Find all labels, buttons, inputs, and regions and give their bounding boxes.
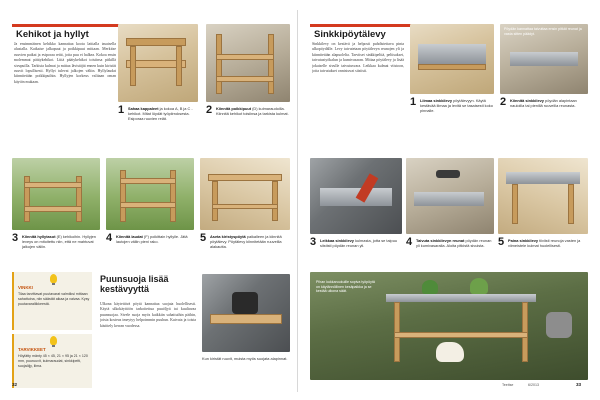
step-2-text: (D) kulmaraudoilla. Kiinnitä kehikot toisiinsa ja tarkista kulmat. [216,106,289,116]
right-page-title: Sinkkipöytälevy [310,24,420,42]
tip-box-tarvikkeet [12,334,92,388]
sub-article-title: Puunsuoja lisää kestävyyttä [100,274,169,294]
step-3-head: Kiinnitä hyllytasot [22,234,56,239]
zinc-step-5-number: 5 [498,236,505,248]
sanding-photo-caption: Kun kiristät ruuvit, muista myös suojata alapinnat. [202,356,288,361]
step-4-number: 4 [106,232,113,244]
zinc-step-2-number: 2 [500,96,507,108]
zinc-step-1-number: 1 [410,96,417,108]
tip-2-body: Höylätty mänty 45 × 45, 21 × 95 ja 21 × 120 mm, puuruuvit, kulmaraudat, sinkkipelti, suojaöljy, liima. [18,354,88,368]
zinc-step-5-photo [498,158,588,234]
step-2-head: Kiinnitä poikkipuut [216,106,252,111]
left-page [8,10,294,392]
zinc-step-2-photo [500,24,588,94]
lightbulb-icon [50,336,57,345]
step-3-text: (E) kehikoihin. Hyllyjen leveys on mitoitettu niin, että ne mahtuvat jalkojen väliin. [22,234,96,249]
step-1-text: ja kokoa A, B ja C -kehikot. Mitat löydät työpiirroksesta. Esiporaa ruuvien reiät. [128,106,193,121]
zinc-step-3-head: Leikkaa sinkkilevy [320,238,354,243]
zinc-step-4-head: Taivuta sinkkilevyn reunat [416,238,465,243]
lightbulb-icon [50,274,57,283]
footer-issue: 6/2013 [528,383,539,387]
spread-gutter [297,10,298,392]
zinc-step-3-caption [320,238,402,268]
step-4-caption [116,234,196,266]
tip-box-vinkki [12,272,92,330]
zinc-step-4-caption [416,238,496,268]
zinc-step-1-photo [410,24,494,94]
zinc-step-1-caption [420,98,496,132]
zinc-step-3-text: kulmasta, jotta se taipuu siististi pöydän reunan yli. [320,238,398,248]
step-5-photo [200,158,290,230]
step-1-head: Sahaa kappaleet [128,106,159,111]
step-1-photo [118,24,198,102]
zinc-step-1-text: pöytälevyyn. Käytä kestävää liimaa ja levitä se tasaisesti koko pinnalle. [420,98,493,113]
zinc-step-3-number: 3 [310,236,317,248]
zinc-step-5-head: Paina sinkkilevy [508,238,539,243]
zinc-step-1-head: Liimaa sinkkilevy [420,98,453,103]
garden-photo-caption: Pihan kukkaruukuille sopiva työpöytä on käytännöllinen kesäpaikka ja se kestää ulkona säät. [316,280,375,294]
zinc-step-3-photo [310,158,402,234]
zinc-step-4-text: pöydän reunan yli kumivasaralla. Aloita pitkistä sivuista. [416,238,492,248]
zinc-step-2-head: Kiinnitä sinkkilevy [510,98,544,103]
zinc-step-5-text: tiiviisti reunoja vasten ja viimeistele kulmat huolellisesti. [508,238,581,248]
zinc-step-2-text: pöydän alapintaan nauloilla tai pienillä ruuveilla reunasta. [510,98,577,108]
zinc-step-5-caption [508,238,590,268]
step-1-number: 1 [118,104,125,116]
right-page-number: 33 [576,382,582,387]
zinc-step-2-caption [510,98,590,132]
left-page-title: Kehikot ja hyllyt [12,24,132,42]
garden-table-photo [310,272,588,380]
sub-article-text: Ulkona käytettävä pöytä kannattaa suojata huolellisesti. Käytä ulkokäyttöön tarkoitettua puuöljyä tai kuultavaa puunsuojaa. Sivele suoja myös kaikkiin sahattuihin päihin, joista kosteus imeytyy helpoimmin puuhun. Kuivata ja toista käsittely kerran vuodessa. [100,302,196,328]
step-3-caption [22,234,100,266]
step-3-number: 3 [12,232,19,244]
zinc-photo-note: Pöydän kannattaa taivuttaa ensin pitkät reunat ja vasta sitten päädyt. [504,27,582,36]
step-5-number: 5 [200,232,207,244]
step-4-photo [106,158,194,230]
step-3-photo [12,158,100,230]
step-4-text: (F) poikittain hyllylle. Jätä lautojen väliin pieni rako. [116,234,188,244]
step-2-photo [206,24,290,102]
step-4-head: Kiinnitä laudat [116,234,143,239]
tip-2-heading: TARVIKKEET [18,347,46,352]
footer-brand: Teeitse [502,383,514,387]
right-page [306,10,592,392]
step-5-head: Aseta kiristyspöytä [210,234,246,239]
zinc-step-4-photo [406,158,494,234]
zinc-step-4-number: 4 [406,236,413,248]
step-2-caption [216,106,292,136]
step-1-caption [128,106,200,136]
tip-1-heading: VINKKI [18,285,33,290]
tip-1-body: Tilaa tarvittavat puutavarat valmiiksi mittaan sahattuina, niin säästät aikaa ja vaivaa. Kysy puutavaraliikkeestä. [18,292,90,306]
step-2-number: 2 [206,104,213,116]
step-5-text: paikalleen ja kiinnitä pöytälevy. Pöytälevy kiinnitetään ruuveilla alakautta. [210,234,282,249]
sanding-photo [202,274,290,352]
step-5-caption [210,234,292,268]
left-intro-text: Ja ensimmäinen kehikko kannattaa koota lattialla tasaisella alustalla. Katkaise jalkapuut ja poikkipuut mittaan. Merkitse ruuvien paikat ja esiporaa reiät, jotta puu ei halkea. Kokoa ensin molemmat päätykehikot. Liitä päätykehikot toisiinsa pitkillä sivupuilla. Tarkista kulmat ja mittaa lävistäjät ennen kuin kiristät ruuvit lopullisesti. Hyllyt tulevat jalkojen väliin. Hyllylaudat kiinnitetään poikkipuihin. Hyllyjen korkeus valitaan oman käytön mukaan. [14,42,116,84]
left-page-number: 32 [12,382,18,387]
right-intro-text: Sinkkilevy on kestävä ja helposti puhdistettava pinta ulkopöydälle. Levy taivutetaan pöytälevyn reunojen yli ja kiinnitetään alapuolelta. Tarvitset sinkkipeltiä, peltisakset, taivutustyökalun ja kumivasaran. Mittaa pöytälevy ja lisää jokaiselle sivulle taivutusvara. Leikkaa kulmat viistoon, jotta taivutukset onnistuvat siististi. [312,42,404,74]
